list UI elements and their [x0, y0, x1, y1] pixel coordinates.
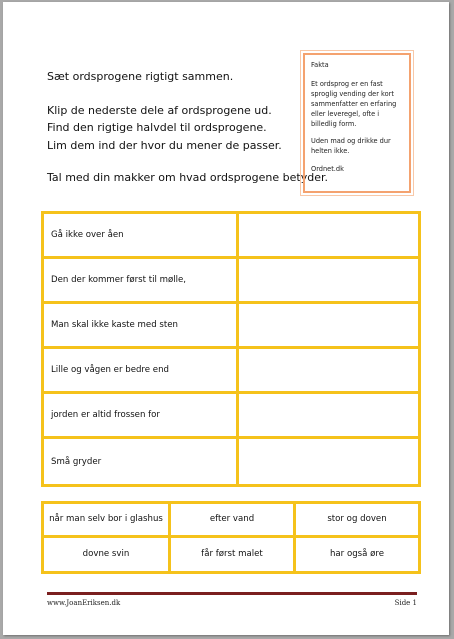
proverb-start-cell: Lille og vågen er bedre end [44, 349, 239, 394]
proverb-answer-cell[interactable] [239, 259, 418, 304]
proverb-answer-cell[interactable] [239, 214, 418, 259]
proverb-start-cell: Små gryder [44, 439, 239, 484]
instruction-cut: Klip de nederste dele af ordsprogene ud. [47, 103, 272, 117]
cutout-piece[interactable]: når man selv bor i glashus [44, 504, 171, 538]
fakta-definition: Et ordsprog er en fast sproglig vending der kort sammenfatter en erfaring eller leveregel, ofte i billedlig form. [311, 80, 397, 128]
footer-divider [47, 592, 417, 595]
instruction-glue: Lim dem ind der hvor du mener de passer. [47, 138, 282, 152]
footer-website: www.JoanEriksen.dk [47, 599, 121, 607]
proverb-start-cell: Gå ikke over åen [44, 214, 239, 259]
cutout-piece[interactable]: dovne svin [44, 538, 171, 572]
fakta-title: Fakta [311, 61, 329, 69]
proverb-answer-cell[interactable] [239, 394, 418, 439]
instruction-heading: Sæt ordsprogene rigtigt sammen. [47, 70, 234, 83]
proverb-start-cell: Den der kommer først til mølle, [44, 259, 239, 304]
proverb-start-cell: Man skal ikke kaste med sten [44, 304, 239, 349]
proverb-answer-cell[interactable] [239, 349, 418, 394]
proverb-start-cell: jorden er altid frossen for [44, 394, 239, 439]
proverb-answer-cell[interactable] [239, 304, 418, 349]
cutout-piece[interactable]: efter vand [171, 504, 296, 538]
cutout-pieces-table [41, 501, 421, 574]
cutout-piece[interactable]: har også øre [329, 549, 385, 560]
fakta-source: Ordnet.dk [311, 165, 344, 173]
proverb-table [41, 211, 421, 487]
fakta-example: Uden mad og drikke dur helten ikke. [311, 137, 391, 155]
proverb-answer-cell[interactable] [239, 439, 418, 484]
cutout-piece[interactable]: stor og doven [296, 504, 418, 538]
cutout-piece[interactable]: får først malet [171, 538, 296, 572]
instruction-find: Find den rigtige halvdel til ordsprogene. [47, 121, 267, 134]
instruction-talk: Tal med din makker om hvad ordsprogene betyder. [47, 171, 328, 184]
footer-page-number: Side 1 [394, 599, 417, 607]
worksheet-page [3, 2, 449, 635]
fakta-box [303, 53, 411, 193]
